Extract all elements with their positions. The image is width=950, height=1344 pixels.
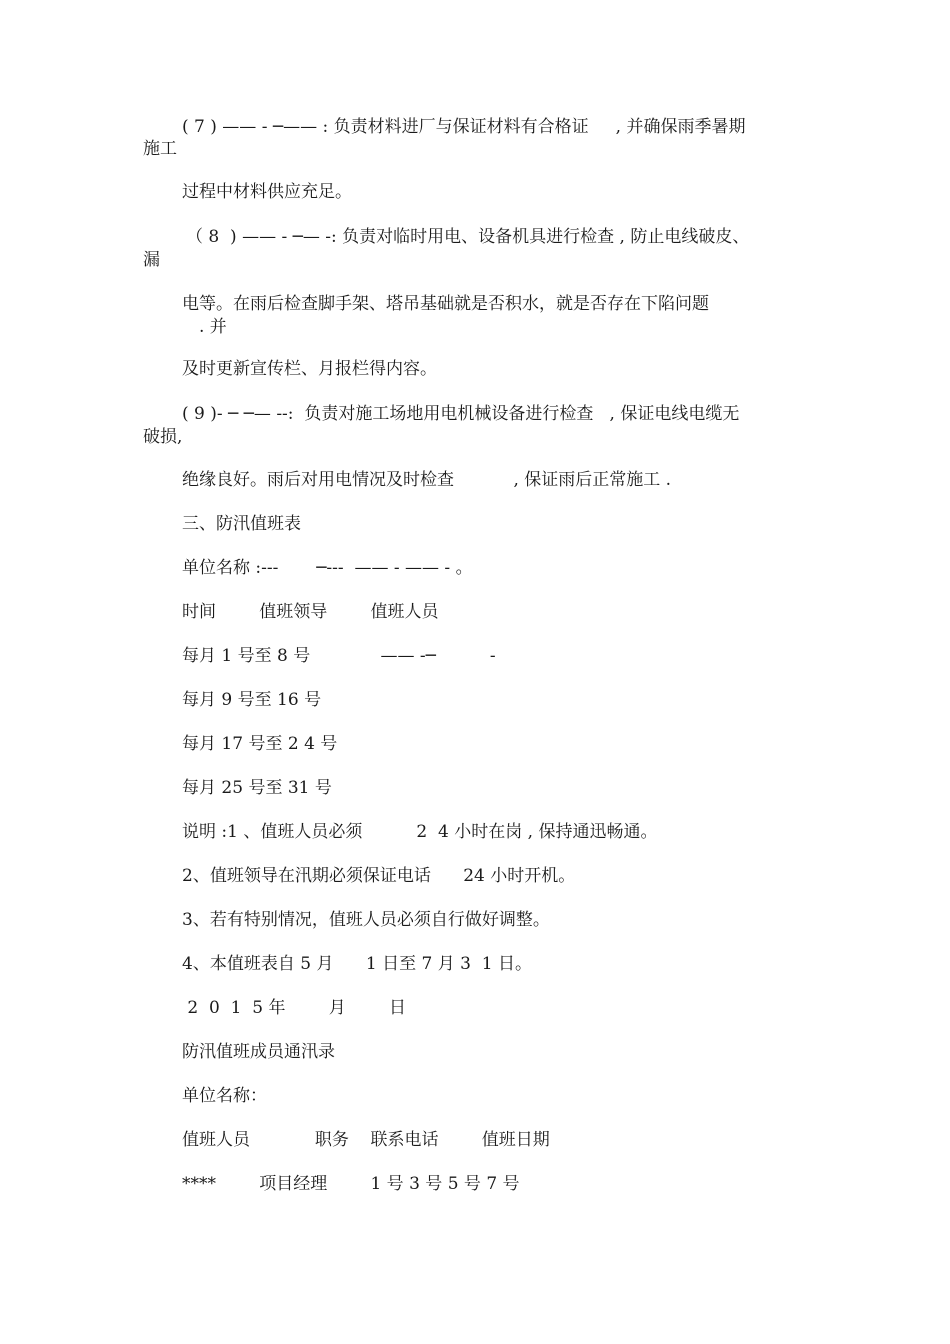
unit-name-label: 单位名称： [182,1086,267,1106]
item-9-line-1: ( 9 )- ─ ─— --: 负责对施工场地用电机械设备进行检查 , 保证电线电缆无 [182,404,740,424]
item-8-line-2: 漏 [143,250,160,270]
contacts-table-row: **** 项目经理 1 号 3 号 5 号 7 号 [182,1174,520,1194]
contacts-table-header: 值班人员 职务 联系电话 值班日期 [182,1130,550,1150]
item-7-line-2: 施工 [143,139,177,159]
date-line: 2 0 1 5 年 月 日 [182,998,406,1018]
unit-name-line: 单位名称 :--- ─--- —— - —— - 。 [182,558,473,578]
item-8-line-4: . 并 [199,317,227,337]
duty-table-row: 每月 25 号至 31 号 [182,778,332,798]
duty-table-header: 时间 值班领导 值班人员 [182,602,439,622]
item-7-line-3: 过程中材料供应充足。 [182,182,352,202]
note-4: 4、本值班表自 5 月 1 日至 7 月 3 1 日。 [182,954,532,974]
section-3-heading: 三、防汛值班表 [182,514,301,534]
item-8-line-3: 电等。在雨后检查脚手架、塔吊基础就是否积水，就是否存在下陷问题 [182,294,709,314]
item-7-line-1: ( 7 ) —— - ─—— : 负责材料进厂与保证材料有合格证 , 并确保雨季暑期 [182,117,746,137]
note-1: 说明 :1 、值班人员必须 2 4 小时在岗 , 保持通迅畅通。 [182,822,658,842]
duty-table-row: 每月 17 号至 2 4 号 [182,734,338,754]
item-8-line-5: 及时更新宣传栏、月报栏得内容。 [182,359,437,379]
item-9-line-3: 绝缘良好。雨后对用电情况及时检查 , 保证雨后正常施工 . [182,470,672,490]
contacts-heading: 防汛值班成员通汛录 [182,1042,335,1062]
duty-table-row: 每月 1 号至 8 号 —— -─ - [182,646,496,666]
item-9-line-2: 破损, [143,427,183,447]
note-2: 2、值班领导在汛期必须保证电话 24 小时开机。 [182,866,576,886]
item-8-line-1: （ 8 ) —— - ─— -: 负责对临时用电、设备机具进行检查 , 防止电线破皮、 [186,227,750,247]
note-3: 3、若有特别情况，值班人员必须自行做好调整。 [182,910,550,930]
duty-table-row: 每月 9 号至 16 号 [182,690,322,710]
